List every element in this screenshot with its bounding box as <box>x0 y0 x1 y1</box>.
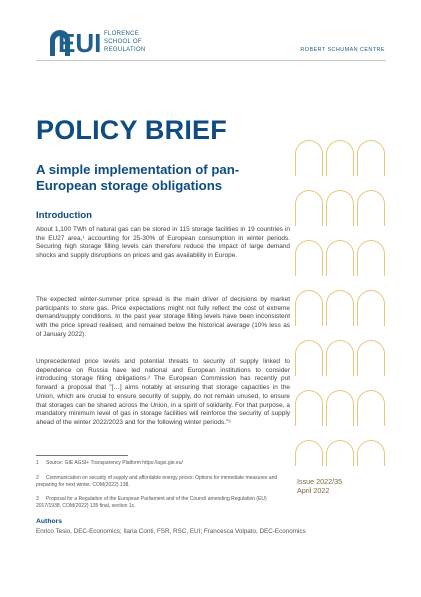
arch-shape <box>295 240 323 276</box>
arch-shape <box>295 140 323 176</box>
arch-shape <box>295 390 323 426</box>
arch-shape <box>326 290 354 326</box>
authors-heading: Authors <box>36 518 63 525</box>
arch-shape <box>357 190 385 226</box>
logo-sub-line: SCHOOL OF <box>104 39 142 45</box>
centre-name: ROBERT SCHUMAN CENTRE <box>300 47 385 53</box>
arch-shape <box>326 340 354 376</box>
arch-shape <box>357 340 385 376</box>
arch-shape <box>357 140 385 176</box>
logo-subtitle <box>104 30 146 54</box>
footnote-text: Source: GIE AGSI+ Transparency Platform https://agsi.gie.eu/ <box>46 460 183 466</box>
footnote-number: 2 <box>36 475 39 481</box>
authors-list: Enrico Tesio, DEC-Economics; Ilaria Conti, FSR, RSC, EUI; Francesca Volpato, DEC-Economics <box>36 528 306 535</box>
paragraph: Unprecedented price levels and potential threats to security of supply linked to dependence on Russia have led national and European institutions to consider introducing storage filling obligations.² The European Commission has recently put forward a proposal that "[…] aims notably at ensuring that storage capacities in the Union, which are crucial to ensure security of supply, do not remain unused, to ensure that storages can be shared across the Union, in a spirit of solidarity. For that purpose, a mandatory minimum level of gas in storage facilities will reinforce the security of supply ahead of the winter 2022/2023 and for the following winter periods."³ <box>36 358 290 426</box>
arch-shape <box>326 440 354 466</box>
arch-shape <box>295 440 323 466</box>
footnote-divider <box>36 455 128 456</box>
arch-shape <box>326 190 354 226</box>
page-title: A simple implementation of pan-European storage obligations <box>36 162 240 193</box>
footnote <box>36 496 290 509</box>
logo-sub-line: FLORENCE <box>104 31 140 37</box>
arch-shape <box>326 140 354 176</box>
footnote-text: Proposal for a Regulation of the European Parliament and of the Council amending Regulation (EU) 2017/1938, COM(2022) 135 final, section 1c. <box>36 496 267 509</box>
arch-shape <box>295 340 323 376</box>
arch-shape <box>295 190 323 226</box>
logo-text: EUI <box>58 28 102 58</box>
section-heading: Introduction <box>36 210 92 221</box>
footnote <box>36 475 290 488</box>
arch-shape <box>357 290 385 326</box>
footnote <box>36 460 290 467</box>
logo-sub-line: REGULATION <box>104 47 146 53</box>
issue-date: April 2022 <box>297 486 330 495</box>
arch-shape <box>357 240 385 276</box>
arch-shape <box>326 390 354 426</box>
arch-shape <box>357 440 385 466</box>
arch-shape <box>326 240 354 276</box>
arch-shape <box>295 290 323 326</box>
issue-info <box>297 477 342 495</box>
header-divider <box>36 60 386 61</box>
footnote-number: 1 <box>36 460 39 466</box>
arch-shape <box>357 390 385 426</box>
brief-label: POLICY BRIEF <box>36 115 227 145</box>
issue-number: Issue 2022/35 <box>297 477 343 486</box>
paragraph: The expected winter-summer price spread is the main driver of decisions by market participants to store gas. Price expectations might not fully reflect the cost of extreme demand/supply conditions. In the past year storage filling levels have been inconsistent with the price spread realised, and remained below the historical average (10% less as of January 2022). <box>36 296 290 338</box>
paragraph: About 1,100 TWh of natural gas can be stored in 115 storage facilities in 19 countries in the EU27 area,¹ accounting for 25-30% of European consumption in winter periods. Securing high storage filling levels can therefore reduce the impact of large demand shocks and supply disruptions on prices and gas availability in Europe. <box>36 226 290 260</box>
footnote-text: Communication on security of supply and affordable energy prices: Options for immediate measures and preparing for next winter. COM(2022) 138. <box>36 475 278 488</box>
footnote-number: 3 <box>36 496 39 502</box>
